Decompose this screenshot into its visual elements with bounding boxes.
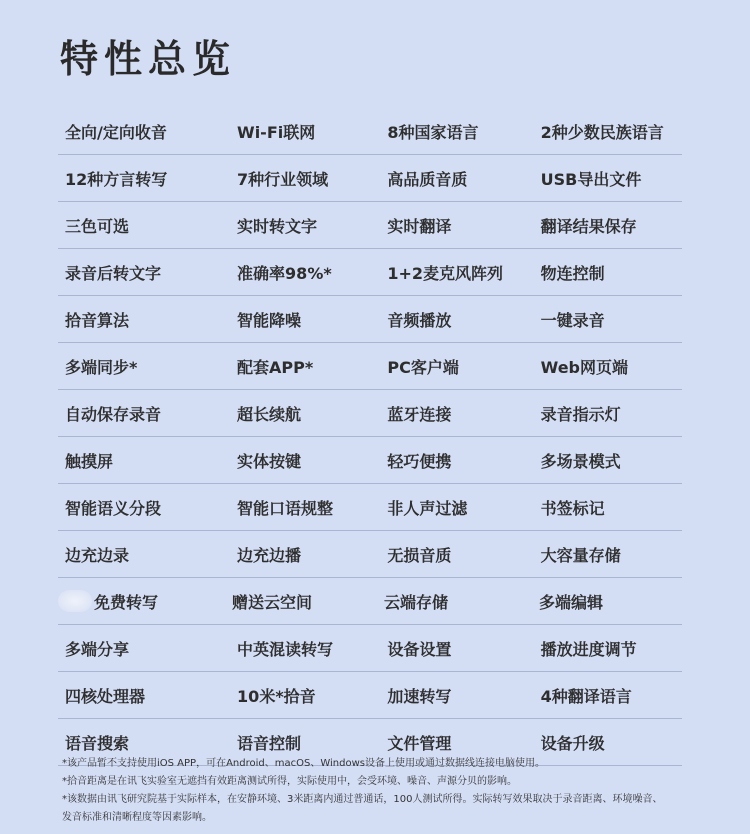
feature-item: 蓝牙连接 <box>387 404 452 424</box>
feature-item <box>58 590 232 613</box>
feature-row <box>58 437 682 484</box>
feature-item: 实时转文字 <box>237 216 318 236</box>
feature-item: 书签标记 <box>540 498 605 518</box>
feature-item: 1+2麦克风阵列 <box>387 263 504 283</box>
feature-item: 触摸屏 <box>65 451 114 471</box>
feature-item: 音频播放 <box>387 310 452 330</box>
feature-item: 录音后转文字 <box>65 263 162 283</box>
feature-item: 超长续航 <box>237 404 302 424</box>
footnotes <box>62 755 722 827</box>
feature-item: 全向/定向收音 <box>65 122 167 142</box>
feature-item: 8种国家语言 <box>387 122 479 142</box>
feature-item: 12种方言转写 <box>65 169 168 189</box>
feature-item: USB导出文件 <box>540 169 642 189</box>
feature-item: 四核处理器 <box>65 686 146 706</box>
feature-item: 实时翻译 <box>387 216 452 236</box>
feature-row <box>58 343 682 390</box>
feature-item: 播放进度调节 <box>540 639 637 659</box>
feature-item-label: 免费转写 <box>94 592 159 612</box>
feature-row <box>58 390 682 437</box>
feature-item: 一键录音 <box>540 310 605 330</box>
feature-item: 智能降噪 <box>237 310 302 330</box>
feature-row <box>58 202 682 249</box>
feature-item: 多场景模式 <box>540 451 621 471</box>
feature-item: 三色可选 <box>65 216 130 236</box>
feature-item: 7种行业领域 <box>237 169 329 189</box>
feature-item: 配套APP* <box>237 357 314 377</box>
feature-item: 物连控制 <box>540 263 605 283</box>
feature-item: 非人声过滤 <box>387 498 468 518</box>
feature-item: 准确率98%* <box>237 263 332 283</box>
footnote: *拾音距离是在讯飞实验室无遮挡有效距离测试所得，实际使用中，会受环境、噪音、声源分贝的影响。 <box>62 776 517 787</box>
feature-item: 大容量存储 <box>540 545 621 565</box>
footnote: *该产品暂不支持使用iOS APP，可在Android、macOS、Windows设备上使用或通过数据线连接电脑使用。 <box>62 758 545 769</box>
feature-item: 自动保存录音 <box>65 404 162 424</box>
feature-item: 4种翻译语言 <box>540 686 632 706</box>
feature-item: 中英混读转写 <box>237 639 334 659</box>
feature-item: 翻译结果保存 <box>540 216 637 236</box>
feature-item: 多端分享 <box>65 639 130 659</box>
feature-item: Wi-Fi联网 <box>237 122 316 142</box>
footnote: 发音标准和清晰程度等因素影响。 <box>62 812 212 823</box>
feature-item: 智能口语规整 <box>237 498 334 518</box>
feature-item: 边充边播 <box>237 545 302 565</box>
page-title: 特性总览 <box>60 37 237 81</box>
feature-item: PC客户端 <box>387 357 459 377</box>
feature-item: 云端存储 <box>384 592 449 612</box>
feature-row <box>58 108 682 155</box>
feature-row <box>58 484 682 531</box>
feature-item: 轻巧便携 <box>387 451 452 471</box>
feature-row <box>58 578 682 625</box>
feature-item: 拾音算法 <box>65 310 130 330</box>
feature-row <box>58 155 682 202</box>
redacted-brand-blur <box>58 590 92 612</box>
feature-row <box>58 531 682 578</box>
feature-item: 边充边录 <box>65 545 130 565</box>
feature-item: 录音指示灯 <box>540 404 621 424</box>
feature-item: 赠送云空间 <box>232 592 313 612</box>
feature-item: 多端同步* <box>65 357 138 377</box>
feature-item: 加速转写 <box>387 686 452 706</box>
footnote: *该数据由讯飞研究院基于实际样本，在安静环境、3米距离内通过普通话，100人测试所得。实际转写效果取决于录音距离、环境噪音、 <box>62 794 663 805</box>
feature-item: 无损音质 <box>387 545 452 565</box>
feature-row <box>58 249 682 296</box>
feature-item: 2种少数民族语言 <box>540 122 664 142</box>
feature-item: 10米*拾音 <box>237 686 316 706</box>
feature-item: 设备设置 <box>387 639 452 659</box>
feature-grid <box>58 108 682 766</box>
feature-item: 高品质音质 <box>387 169 468 189</box>
feature-item: Web网页端 <box>540 357 628 377</box>
feature-item: 智能语义分段 <box>65 498 162 518</box>
feature-row <box>58 296 682 343</box>
feature-item: 实体按键 <box>237 451 302 471</box>
feature-item: 设备升级 <box>540 733 605 753</box>
feature-item: 语音搜索 <box>65 733 130 753</box>
feature-item: 文件管理 <box>387 733 452 753</box>
feature-item: 多端编辑 <box>539 592 604 612</box>
feature-row <box>58 672 682 719</box>
feature-row <box>58 625 682 672</box>
feature-item: 语音控制 <box>237 733 302 753</box>
